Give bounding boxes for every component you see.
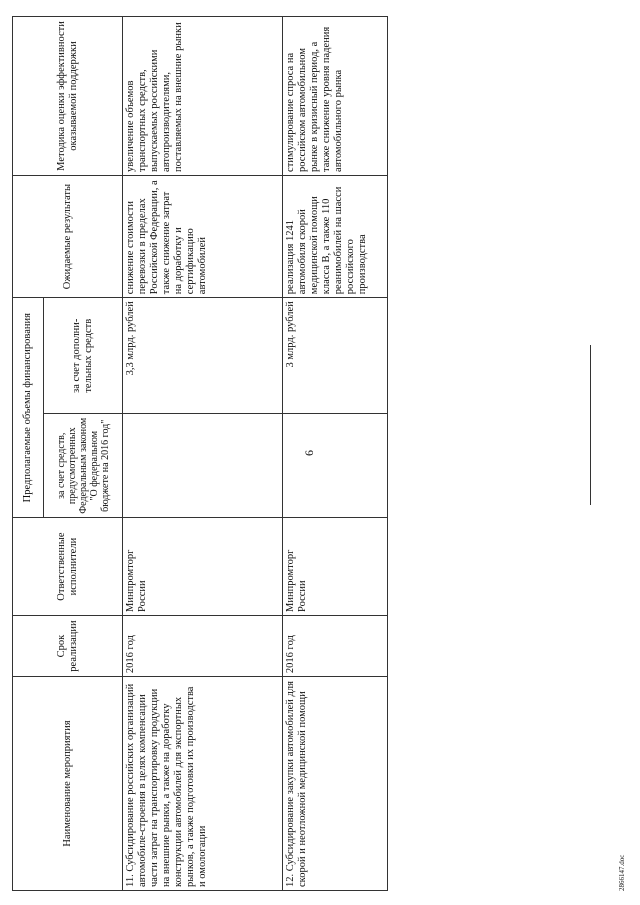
row-methodology: увеличение объемов транспортных средств, выпускаемых российскими автопроизводителями, поставляемых на внешние рынки (123, 17, 283, 176)
footnote-divider (590, 345, 591, 505)
row-results: реализация 1241 автомобиля скорой медицинской помощи класса В, а также 110 реанимобилей на шасси российского производства (283, 175, 388, 297)
row-term: 2016 год (283, 615, 388, 676)
header-term: Срок реализации (13, 615, 123, 676)
header-methodology: Методика оценки эффективности оказываемой поддержки (13, 17, 123, 176)
row-term: 2016 год (123, 615, 283, 676)
row-additional: 3 млрд. рублей (283, 298, 388, 414)
row-executor: Минпромторг России (283, 518, 388, 616)
table-row (283, 17, 388, 891)
row-results: снижение стоимости перевозки в пределах Российской Федерации, а также снижение затрат на доработку и сертификацию автомобилей (123, 175, 283, 297)
header-federal: за счет средств, предусмотренных Федеральным законом "О федеральном бюджете на 2016 год" (44, 414, 123, 518)
row-additional: 3,3 млрд. рублей (123, 298, 283, 414)
document-code: 2866147.doc (618, 854, 626, 891)
header-executors: Ответственные исполнители (13, 518, 123, 616)
header-name: Наименование мероприятия (13, 677, 123, 891)
header-financing: Предполагаемые объемы финансирования (13, 298, 44, 518)
row-federal (283, 414, 388, 518)
row-methodology: стимулирование спроса на российском автомобильном рынке в кризисный период, а также снижение уровня падения автомобильного рынка (283, 17, 388, 176)
measures-table (12, 16, 388, 891)
header-additional: за счет дополни-тельных средств (44, 298, 123, 414)
table-row (123, 17, 283, 891)
row-name: 11. Субсидирование российских организаций автомобиле-строения в целях компенсации части затрат на транспортировку продукции на внешние рынки, а также на доработку конструкции автомобилей для экспортных рынков, а также подготовки их производства и омологации (123, 677, 283, 891)
row-federal (123, 414, 283, 518)
row-executor: Минпромторг России (123, 518, 283, 616)
page-number: 6 (302, 450, 316, 456)
row-name: 12. Субсидирование закупки автомобилей для скорой и неотложной медицинской помощи (283, 677, 388, 891)
header-results: Ожидаемые результаты (13, 175, 123, 297)
